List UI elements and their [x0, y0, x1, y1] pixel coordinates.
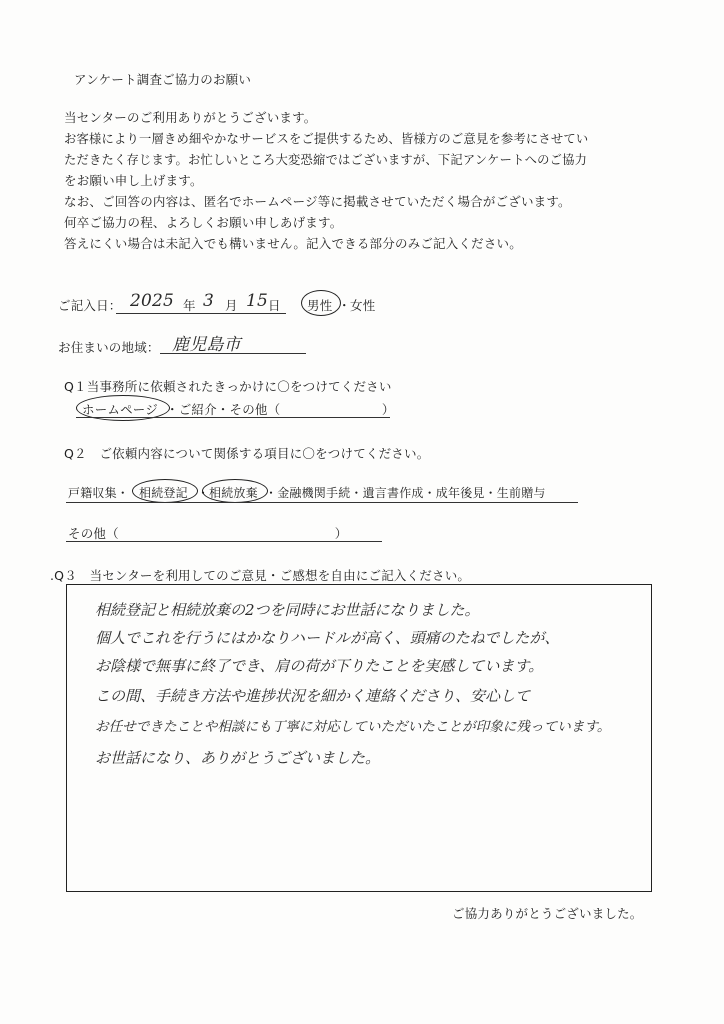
q2-option-souzoku-touki: 相続登記 [139, 486, 188, 500]
q3-answer-box [66, 584, 652, 892]
entry-day-unit: 日 [268, 298, 281, 313]
q2-options-rest: ・金融機関手続・遺言書作成・成年後見・生前贈与 [265, 486, 546, 500]
q1-option-homepage: ホームページ [82, 402, 158, 417]
intro-line: なお、ご回答の内容は、匿名でホームページ等に掲載させていただく場合がございます。 [64, 194, 571, 209]
q3-answer-line: 相続登記と相続放棄の2つを同時にお世話になりました。 [95, 601, 480, 619]
intro-line: 当センターのご利用ありがとうございます。 [64, 110, 317, 125]
q2-sep: ・ [197, 486, 210, 500]
intro-line: 答えにくい場合は未記入でも構いません。記入できる部分のみご記入ください。 [64, 236, 522, 251]
gender-female: 女性 [350, 298, 376, 313]
q1-underline [76, 417, 390, 418]
entry-date-underline [116, 313, 286, 314]
intro-line: お客様により一層きめ細やかなサービスをご提供するため、皆様方のご意見を参考にさせてい [64, 132, 589, 146]
survey-title: アンケート調査ご協力のお願い [74, 72, 252, 87]
intro-line: ただきたく存じます。お忙しいところ大変恐縮ではございますが、下記アンケートへのご協力 [64, 153, 588, 167]
q2-question: Q２ ご依頼内容について関係する項目に〇をつけてください。 [64, 446, 430, 461]
gender-male-circle [301, 290, 341, 316]
q3-answer-line: 個人でこれを行うにはかなりハードルが高く、頭痛のたねでしたが、 [95, 629, 560, 647]
entry-date-label: ご記入日： [58, 298, 122, 313]
region-label: お住まいの地域： [58, 340, 160, 355]
entry-day-value: 15 [246, 291, 269, 311]
footer-thanks: ご協力ありがとうございました。 [452, 906, 643, 921]
entry-month-value: 3 [203, 291, 215, 311]
q2-touki-circle [132, 479, 198, 503]
entry-month-unit: 月 [225, 298, 238, 313]
q3-answer-line: お世話になり、ありがとうございました。 [95, 749, 381, 767]
gender-sep: ・ [338, 298, 351, 313]
q2-option-souzoku-houki: 相続放棄 [209, 486, 258, 500]
intro-line: をお願い申し上げます。 [64, 173, 203, 188]
q2-options-underline [66, 502, 578, 503]
q1-question: Q１当事務所に依頼されたきっかけに〇をつけてください [64, 379, 392, 394]
q3-question: .Q３ 当センターを利用してのご意見・ご感想を自由にご記入ください。 [50, 568, 471, 583]
q3-answer-line: この間、手続き方法や進捗状況を細かく連絡くださり、安心して [95, 687, 531, 705]
region-value: 鹿児島市 [172, 335, 241, 355]
q3-answer-line: お任せできたことや相談にも丁寧に対応していただいたことが印象に残っています。 [95, 719, 611, 735]
q2-option-koseki: 戸籍収集・ [68, 486, 130, 500]
q1-options-rest: ・ご紹介・その他（ ） [166, 402, 395, 417]
q2-other: その他（ ） [68, 526, 348, 541]
q3-answer-line: お陰様で無事に終了でき、肩の荷が下りたことを実感しています。 [95, 657, 544, 675]
q2-houki-circle [202, 479, 268, 503]
entry-year-value: 2025 [130, 291, 175, 311]
gender-male: 男性 [307, 298, 333, 313]
q2-other-underline [66, 541, 382, 542]
entry-year-unit: 年 [183, 298, 196, 313]
intro-line: 何卒ご協力の程、よろしくお願い申しあげます。 [64, 215, 343, 230]
region-underline [160, 353, 306, 354]
